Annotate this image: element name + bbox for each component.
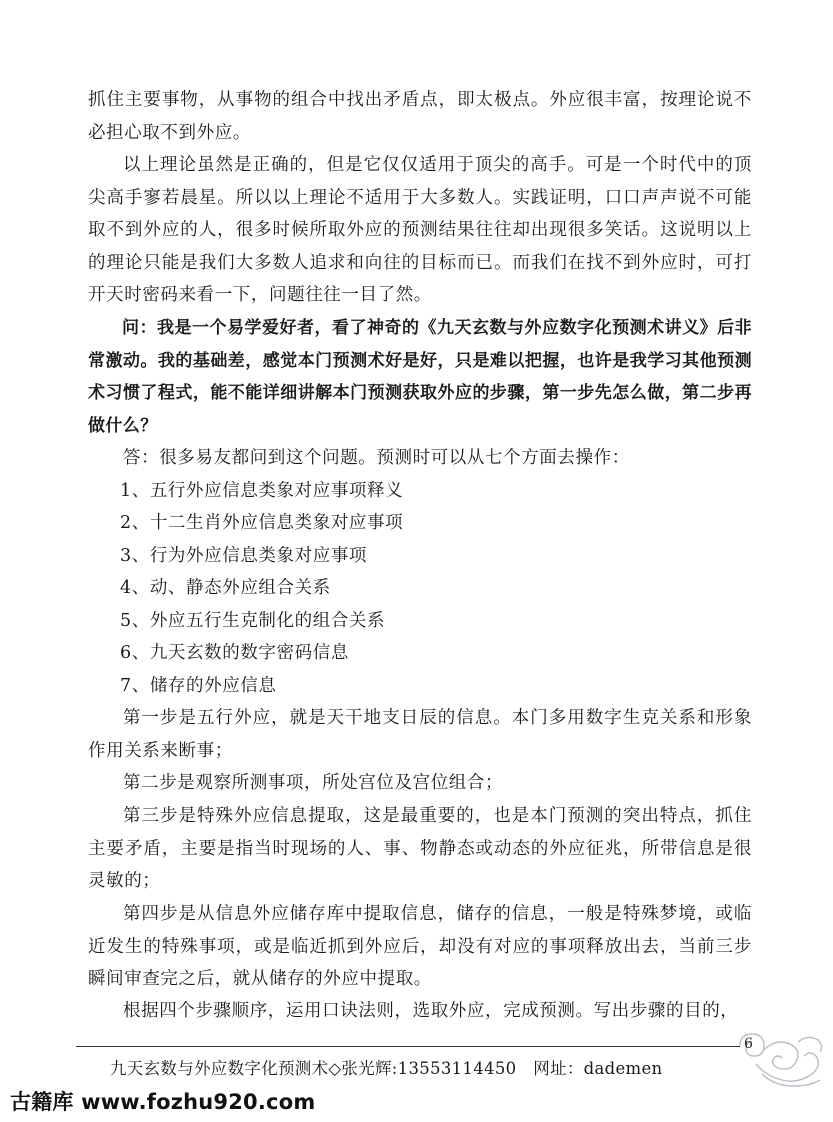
step-3: 第三步是特殊外应信息提取，这是最重要的，也是本门预测的突出特点，抓住主要矛盾，主要是指当时现场的人、事、物静态或动态的外应征兆，所带信息是很灵敏的； xyxy=(88,806,752,891)
footer-rule xyxy=(76,1046,740,1047)
paragraph-1: 抓住主要事物，从事物的组合中找出矛盾点，即太极点。外应很丰富，按理论说不必担心取不到外应。 xyxy=(88,90,752,143)
list-item: 3、行为外应信息类象对应事项 xyxy=(120,546,368,566)
list-item: 2、十二生肖外应信息类象对应事项 xyxy=(120,513,404,533)
footer-text: 九天玄数与外应数字化预测术◇张光辉:13553114450 网址：dademen xyxy=(110,1059,663,1078)
list-item: 1、五行外应信息类象对应事项释义 xyxy=(120,481,404,501)
page-number: 6 xyxy=(744,1036,753,1052)
list-item: 7、储存的外应信息 xyxy=(120,676,277,696)
step-1: 第一步是五行外应，就是天干地支日辰的信息。本门多用数字生克关系和形象作用关系来断事； xyxy=(88,708,752,761)
list-item: 6、九天玄数的数字密码信息 xyxy=(120,643,349,663)
step-4: 第四步是从信息外应储存库中提取信息，储存的信息，一般是特殊梦境，或临近发生的特殊事项，或是临近抓到外应后，却没有对应的事项释放出去，当前三步瞬间审查完之后，就从储存的外应中提取。 xyxy=(88,904,752,989)
list-item: 4、动、静态外应组合关系 xyxy=(120,578,331,598)
paragraph-2: 以上理论虽然是正确的，但是它仅仅适用于顶尖的高手。可是一个时代中的顶尖高手寥若晨星。所以以上理论不适用于大多数人。实践证明，口口声声说不可能取不到外应的人，很多时候所取外应的预测结果往往却出现很多笑话。这说明以上的理论只能是我们大多数人追求和向往的目标而已。而我们在找不到外应时，可打开天时密码来看一下，问题往往一目了然。 xyxy=(88,155,752,305)
watermark: 古籍库 www.fozhu920.com xyxy=(10,1090,316,1114)
closing-paragraph: 根据四个步骤顺序，运用口诀法则，选取外应，完成预测。写出步骤的目的， xyxy=(123,1001,739,1021)
answer-intro: 答：很多易友都问到这个问题。预测时可以从七个方面去操作： xyxy=(123,448,630,468)
list-item: 5、外应五行生克制化的组合关系 xyxy=(120,611,386,631)
question-paragraph: 问：我是一个易学爱好者，看了神奇的《九天玄数与外应数字化预测术讲义》后非常激动。我的基础差，感觉本门预测术好是好，只是难以把握，也许是我学习其他预测术习惯了程式，能不能详细讲解本门预测获取外应的步骤，第一步先怎么做，第二步再做什么？ xyxy=(88,318,752,436)
step-2: 第二步是观察所测事项，所处宫位及宫位组合； xyxy=(123,773,504,793)
